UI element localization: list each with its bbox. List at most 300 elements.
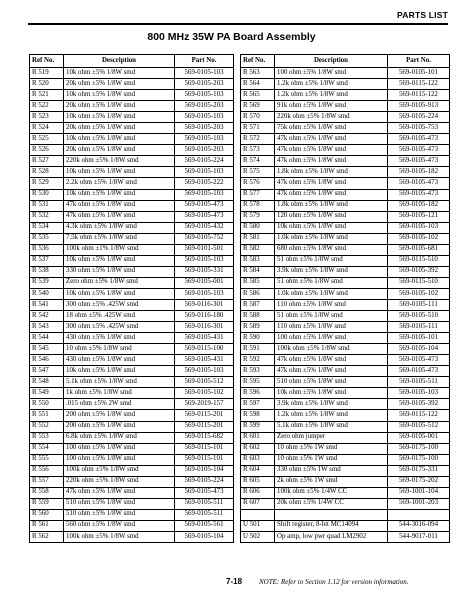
part-number-cell: 569-0105-103: [175, 112, 234, 123]
part-number-cell: 569-0105-431: [175, 333, 234, 344]
description-cell: 100k ohm ±5% 1/8W smd: [64, 531, 175, 542]
table-row: [241, 167, 450, 178]
description-cell: 100 ohm ±5% 1/8W smd: [64, 454, 175, 465]
parts-table-right: [240, 54, 450, 543]
ref-cell: R 547: [30, 366, 64, 377]
table-row: [241, 134, 450, 145]
page-number: 7-18: [226, 577, 243, 586]
table-row: [241, 79, 450, 90]
description-cell: 10 ohm ±5% 1/8W smd: [64, 344, 175, 355]
table-row: [30, 311, 234, 322]
ref-cell: R 564: [241, 79, 275, 90]
ref-cell: R 557: [30, 476, 64, 487]
part-number-cell: 569-0105-331: [175, 266, 234, 277]
table-row: [30, 167, 234, 178]
part-number-cell: 569-0105-473: [388, 156, 450, 167]
part-number-cell: 569-1001-104: [388, 487, 450, 498]
part-number-cell: 569-0115-101: [175, 454, 234, 465]
part-number-cell: 569-0115-122: [388, 90, 450, 101]
part-number-cell: [388, 509, 450, 520]
ref-cell: R 556: [30, 465, 64, 476]
part-number-cell: 569-0105-511: [175, 509, 234, 520]
table-row: [241, 498, 450, 509]
table-row: [30, 288, 234, 299]
ref-cell: R 563: [241, 68, 275, 79]
ref-cell: R 548: [30, 377, 64, 388]
ref-cell: R 538: [30, 266, 64, 277]
ref-cell: R 549: [30, 388, 64, 399]
part-number-cell: 569-0115-201: [175, 421, 234, 432]
table-row: [30, 487, 234, 498]
ref-cell: R 531: [30, 200, 64, 211]
table-row: [241, 531, 450, 542]
table-header-row: [30, 55, 234, 68]
description-cell: 1.8k ohm ±5% 1/8W smd: [275, 200, 388, 211]
description-cell: 1.2k ohm ±5% 1/8W smd: [275, 79, 388, 90]
ref-cell: R 571: [241, 123, 275, 134]
description-cell: 20k ohm ±5% 1/8W smd: [64, 145, 175, 156]
table-header-row: [241, 55, 450, 68]
part-number-cell: 569-0105-512: [175, 377, 234, 388]
description-cell: 330 ohm ±5% 1W smd: [275, 465, 388, 476]
table-row: [241, 355, 450, 366]
description-cell: 10 ohm ±5% 1W smd: [275, 454, 388, 465]
ref-cell: R 523: [30, 112, 64, 123]
table-row: [241, 299, 450, 310]
description-cell: 510 ohm ±5% 1/8W smd: [275, 377, 388, 388]
description-cell: 47k ohm ±5% 1/8W smd: [275, 355, 388, 366]
part-number-cell: 569-0116-301: [175, 299, 234, 310]
description-cell: 51 ohm ±5% 1/8W smd: [275, 311, 388, 322]
part-number-cell: 569-0105-473: [388, 178, 450, 189]
ref-cell: U 501: [241, 520, 275, 531]
description-cell: 20k ohm ±5% 1/4W CC: [275, 498, 388, 509]
table-row: [30, 255, 234, 266]
part-number-cell: 569-2019-157: [175, 399, 234, 410]
description-cell: 47k ohm ±5% 1/8W smd: [275, 189, 388, 200]
description-cell: 3.9k ohm ±5% 1/8W smd: [275, 399, 388, 410]
description-cell: 100 ohm ±5% 1/8W smd: [275, 333, 388, 344]
description-cell: 4.3k ohm ±5% 1/8W smd: [64, 222, 175, 233]
ref-cell: R 573: [241, 145, 275, 156]
description-cell: 1.0k ohm ±5% 1/8W smd: [275, 233, 388, 244]
ref-cell: R 559: [30, 498, 64, 509]
table-row: [30, 410, 234, 421]
ref-cell: R 524: [30, 123, 64, 134]
part-number-cell: 569-0105-512: [388, 421, 450, 432]
table-row: [30, 79, 234, 90]
description-cell: 10k ohm ±5% 1/8W smd: [64, 90, 175, 101]
table-row: [30, 520, 234, 531]
ref-cell: R 555: [30, 454, 64, 465]
ref-cell: R 542: [30, 311, 64, 322]
description-cell: 47k ohm ±5% 1/8W smd: [64, 487, 175, 498]
part-number-cell: 569-0105-111: [388, 299, 450, 310]
part-number-cell: 569-0105-222: [175, 178, 234, 189]
description-cell: 7.5k ohm ±5% 1/8W smd: [64, 233, 175, 244]
ref-cell: R 525: [30, 134, 64, 145]
table-row: [30, 399, 234, 410]
description-cell: 47k ohm ±5% 1/8W smd: [64, 200, 175, 211]
ref-cell: R 551: [30, 410, 64, 421]
description-cell: 51 ohm ±5% 1/8W smd: [275, 277, 388, 288]
ref-cell: R 579: [241, 211, 275, 222]
part-number-cell: 569-0105-224: [175, 156, 234, 167]
part-number-cell: 569-0105-203: [175, 79, 234, 90]
description-cell: 20k ohm ±5% 1/8W smd: [64, 123, 175, 134]
description-cell: 10k ohm ±5% 1/8W smd: [275, 222, 388, 233]
description-cell: 200 ohm ±5% 1/8W smd: [64, 410, 175, 421]
ref-cell: R 536: [30, 244, 64, 255]
part-number-cell: 569-0105-392: [388, 399, 450, 410]
ref-column-header: Ref No.: [30, 55, 64, 68]
table-row: [241, 487, 450, 498]
ref-cell: R 593: [241, 366, 275, 377]
table-row: [30, 145, 234, 156]
description-column-header: Description: [64, 55, 175, 68]
description-cell: 47k ohm ±5% 1/8W smd: [275, 145, 388, 156]
table-row: [241, 233, 450, 244]
table-row: [30, 388, 234, 399]
table-row: [30, 266, 234, 277]
description-cell: 20k ohm ±5% 1/8W smd: [64, 79, 175, 90]
part-number-cell: 569-0105-203: [175, 145, 234, 156]
part-number-cell: 569-0115-682: [175, 432, 234, 443]
table-row: [241, 509, 450, 520]
table-row: [241, 366, 450, 377]
ref-cell: R 599: [241, 421, 275, 432]
table-row: [241, 101, 450, 112]
ref-cell: R 522: [30, 101, 64, 112]
table-row: [30, 454, 234, 465]
part-number-cell: 569-0105-104: [388, 344, 450, 355]
description-cell: 3.9k ohm ±5% 1/8W smd: [275, 266, 388, 277]
description-cell: 100k ohm ±1% 1/8W smd: [64, 244, 175, 255]
table-row: [241, 322, 450, 333]
part-number-cell: 569-0105-103: [175, 90, 234, 101]
part-number-cell: 569-0105-224: [388, 112, 450, 123]
table-row: [30, 344, 234, 355]
table-row: [30, 366, 234, 377]
part-number-cell: 569-0105-121: [388, 211, 450, 222]
table-row: [241, 266, 450, 277]
part-number-cell: 569-0105-392: [388, 266, 450, 277]
ref-cell: R 560: [30, 509, 64, 520]
table-row: [241, 222, 450, 233]
ref-cell: R 606: [241, 487, 275, 498]
page-title: 800 MHz 35W PA Board Assembly: [147, 31, 316, 43]
part-number-cell: 569-0105-102: [388, 288, 450, 299]
part-number-cell: 569-0105-913: [388, 101, 450, 112]
part-number-cell: 569-0101-501: [175, 244, 234, 255]
part-number-cell: 569-0175-100: [388, 443, 450, 454]
table-row: [241, 454, 450, 465]
table-row: [241, 333, 450, 344]
table-row: [241, 388, 450, 399]
description-cell: 100k ohm ±5% 1/8W smd: [275, 344, 388, 355]
table-row: [241, 244, 450, 255]
part-number-cell: 569-0105-510: [388, 311, 450, 322]
ref-cell: R 598: [241, 410, 275, 421]
table-row: [241, 68, 450, 79]
table-row: [241, 211, 450, 222]
part-number-cell: 544-3016-094: [388, 520, 450, 531]
part-number-cell: 569-0105-432: [175, 222, 234, 233]
ref-cell: R 576: [241, 178, 275, 189]
ref-cell: U 502: [241, 531, 275, 542]
ref-cell: R 586: [241, 288, 275, 299]
part-number-cell: 569-0105-431: [175, 355, 234, 366]
part-number-cell: 569-0105-473: [388, 134, 450, 145]
table-row: [241, 288, 450, 299]
description-cell: 1k ohm ±5% 1/8W smd: [64, 388, 175, 399]
ref-cell: R 527: [30, 156, 64, 167]
description-cell: 510 ohm ±5% 1/8W smd: [64, 509, 175, 520]
part-number-cell: 569-0105-473: [388, 145, 450, 156]
table-row: [30, 476, 234, 487]
table-row: [30, 101, 234, 112]
ref-cell: R 602: [241, 443, 275, 454]
ref-cell: R 526: [30, 145, 64, 156]
table-row: [30, 200, 234, 211]
part-number-cell: 569-0105-101: [388, 333, 450, 344]
part-number-cell: 569-1001-203: [388, 498, 450, 509]
table-row: [30, 531, 234, 542]
table-row: [30, 156, 234, 167]
footer-note: NOTE: Refer to Section 1.12 for version information.: [259, 578, 409, 586]
part-number-cell: 569-0115-100: [175, 344, 234, 355]
part-number-cell: 569-0105-001: [388, 432, 450, 443]
part-number-cell: 569-0105-511: [388, 377, 450, 388]
table-row: [30, 498, 234, 509]
description-cell: 2k ohm ±5% 1W smd: [275, 476, 388, 487]
part-number-cell: 569-0105-103: [388, 222, 450, 233]
part-number-cell: 569-0115-122: [388, 79, 450, 90]
part-number-cell: 569-0105-752: [175, 233, 234, 244]
table-row: [30, 90, 234, 101]
ref-cell: R 546: [30, 355, 64, 366]
table-row: [30, 333, 234, 344]
description-cell: 110 ohm ±5% 1/8W smd: [275, 299, 388, 310]
ref-cell: R 578: [241, 200, 275, 211]
part-number-cell: 569-0105-753: [388, 123, 450, 134]
ref-cell: R 562: [30, 531, 64, 542]
description-cell: 10k ohm ±5% 1/8W smd: [64, 366, 175, 377]
table-row: [241, 156, 450, 167]
ref-cell: R 590: [241, 333, 275, 344]
part-number-cell: 569-0105-102: [175, 388, 234, 399]
table-row: [30, 222, 234, 233]
ref-column-header: Ref No.: [241, 55, 275, 68]
description-cell: 100k ohm ±5% 1/4W CC: [275, 487, 388, 498]
part-number-cell: 569-0175-331: [388, 465, 450, 476]
ref-cell: R 565: [241, 90, 275, 101]
part-number-cell: 569-0115-510: [388, 277, 450, 288]
ref-cell: R 603: [241, 454, 275, 465]
table-row: [30, 123, 234, 134]
part-number-cell: 569-0105-561: [175, 520, 234, 531]
part-number-cell: 569-0105-473: [388, 189, 450, 200]
part-number-cell: 569-0105-224: [175, 476, 234, 487]
table-row: [241, 255, 450, 266]
part-number-cell: 569-0115-201: [175, 410, 234, 421]
part-number-cell: 569-0105-103: [175, 134, 234, 145]
ref-cell: R 554: [30, 443, 64, 454]
description-cell: 110 ohm ±5% 1/8W smd: [275, 322, 388, 333]
table-row: [30, 509, 234, 520]
table-row: [30, 112, 234, 123]
part-number-cell: 569-0115-122: [388, 410, 450, 421]
description-cell: 10k ohm ±5% 1/8W smd: [64, 167, 175, 178]
description-cell: 47k ohm ±5% 1/8W smd: [275, 178, 388, 189]
description-cell: 5.1k ohm ±5% 1/8W smd: [64, 377, 175, 388]
description-cell: 1.0k ohm ±5% 1/8W smd: [275, 288, 388, 299]
description-cell: 1.8k ohm ±5% 1/8W smd: [275, 167, 388, 178]
ref-cell: R 543: [30, 322, 64, 333]
table-row: [241, 520, 450, 531]
part-number-cell: 569-0105-511: [175, 498, 234, 509]
table-row: [30, 465, 234, 476]
table-row: [241, 200, 450, 211]
ref-cell: R 584: [241, 266, 275, 277]
header-rule: [28, 23, 448, 25]
ref-cell: R 582: [241, 244, 275, 255]
ref-cell: R 561: [30, 520, 64, 531]
description-cell: 220k ohm ±5% 1/8W smd: [64, 156, 175, 167]
description-cell: 100k ohm ±5% 1/8W smd: [64, 465, 175, 476]
part-number-cell: 569-0105-182: [388, 167, 450, 178]
part-number-cell: 569-0175-100: [388, 454, 450, 465]
part-number-cell: 569-0105-473: [388, 366, 450, 377]
ref-cell: R 528: [30, 167, 64, 178]
description-cell: 2.2k ohm ±5% 1/8W smd: [64, 178, 175, 189]
table-row: [241, 377, 450, 388]
table-row: [30, 322, 234, 333]
description-cell: 120 ohm ±5% 1/8W smd: [275, 211, 388, 222]
description-cell: 18 ohm ±5% .425W smd: [64, 311, 175, 322]
part-number-cell: 569-0105-103: [175, 288, 234, 299]
ref-cell: R 535: [30, 233, 64, 244]
table-row: [30, 189, 234, 200]
description-cell: 100 ohm ±5% 1/8W smd: [275, 68, 388, 79]
part-number-cell: 569-0105-103: [175, 167, 234, 178]
ref-cell: R 545: [30, 344, 64, 355]
table-row: [30, 211, 234, 222]
description-cell: 47k ohm ±5% 1/8W smd: [64, 211, 175, 222]
ref-cell: R 601: [241, 432, 275, 443]
part-number-cell: 569-0105-473: [175, 200, 234, 211]
part-number-cell: 569-0115-101: [175, 443, 234, 454]
description-cell: 300 ohm ±5% .425W smd: [64, 299, 175, 310]
description-cell: 100 ohm ±5% 1/8W smd: [64, 443, 175, 454]
table-row: [30, 233, 234, 244]
table-row: [30, 277, 234, 288]
description-cell: 220k ohm ±5% 1/8W smd: [64, 476, 175, 487]
part-number-cell: 569-0105-103: [175, 189, 234, 200]
ref-cell: R 532: [30, 211, 64, 222]
table-row: [241, 443, 450, 454]
description-cell: 47k ohm ±5% 1/8W smd: [275, 134, 388, 145]
description-cell: 10k ohm ±5% 1/8W smd: [64, 189, 175, 200]
description-cell: 10 ohm ±5% 1W smd: [275, 443, 388, 454]
table-row: [241, 465, 450, 476]
ref-cell: R 585: [241, 277, 275, 288]
table-row: [241, 410, 450, 421]
description-cell: 6.8k ohm ±5% 1/8W smd: [64, 432, 175, 443]
part-number-cell: 569-0105-681: [388, 244, 450, 255]
ref-cell: R 529: [30, 178, 64, 189]
ref-cell: R 558: [30, 487, 64, 498]
ref-cell: R 569: [241, 101, 275, 112]
ref-cell: R 521: [30, 90, 64, 101]
description-cell: 10k ohm ±5% 1/8W smd: [64, 68, 175, 79]
ref-cell: R 550: [30, 399, 64, 410]
description-cell: 200 ohm ±5% 1/8W smd: [64, 421, 175, 432]
description-cell: 510 ohm ±5% 1/8W smd: [64, 498, 175, 509]
ref-cell: R 605: [241, 476, 275, 487]
description-cell: [275, 509, 388, 520]
part-number-cell: 569-0105-103: [175, 68, 234, 79]
part-number-cell: 569-0105-102: [388, 233, 450, 244]
table-row: [30, 443, 234, 454]
table-row: [30, 421, 234, 432]
table-row: [30, 355, 234, 366]
part-number-cell: 544-9017-011: [388, 531, 450, 542]
description-column-header: Description: [275, 55, 388, 68]
description-cell: 1.2k ohm ±5% 1/8W smd: [275, 90, 388, 101]
table-row: [30, 68, 234, 79]
ref-cell: R 534: [30, 222, 64, 233]
part-number-cell: 569-0105-103: [388, 388, 450, 399]
part-number-cell: 569-0116-301: [175, 322, 234, 333]
table-row: [30, 134, 234, 145]
table-row: [241, 178, 450, 189]
description-cell: 10k ohm ±5% 1/8W smd: [64, 288, 175, 299]
table-row: [241, 432, 450, 443]
ref-cell: R 580: [241, 222, 275, 233]
table-row: [30, 244, 234, 255]
description-cell: 51 ohm ±5% 1/8W smd: [275, 255, 388, 266]
ref-cell: R 581: [241, 233, 275, 244]
description-cell: 1.2k ohm ±5% 1/8W smd: [275, 410, 388, 421]
table-row: [241, 145, 450, 156]
table-row: [30, 377, 234, 388]
description-cell: 300 ohm ±5% .425W smd: [64, 322, 175, 333]
part-number-cell: 569-0105-104: [175, 465, 234, 476]
ref-cell: R 589: [241, 322, 275, 333]
ref-cell: R 575: [241, 167, 275, 178]
ref-cell: [241, 509, 275, 520]
part-number-cell: 569-0175-202: [388, 476, 450, 487]
part-number-cell: 569-0105-203: [175, 101, 234, 112]
part-number-cell: 569-0105-203: [175, 123, 234, 134]
table-row: [241, 277, 450, 288]
ref-cell: R 530: [30, 189, 64, 200]
part-number-cell: 569-0105-101: [388, 68, 450, 79]
part-number-cell: 569-0105-103: [175, 255, 234, 266]
description-cell: 560 ohm ±5% 1/8W smd: [64, 520, 175, 531]
part-number-cell: 569-0105-111: [388, 322, 450, 333]
description-cell: 430 ohm ±5% 1/8W smd: [64, 355, 175, 366]
table-row: [30, 178, 234, 189]
ref-cell: R 583: [241, 255, 275, 266]
description-cell: 680 ohm ±5% 1/8W smd: [275, 244, 388, 255]
description-cell: Shift register, 8-bit MC14094: [275, 520, 388, 531]
description-cell: 20k ohm ±5% 1/8W smd: [64, 101, 175, 112]
part-number-cell: 569-0105-103: [175, 366, 234, 377]
ref-cell: R 592: [241, 355, 275, 366]
part-number-cell: 569-0105-473: [175, 211, 234, 222]
